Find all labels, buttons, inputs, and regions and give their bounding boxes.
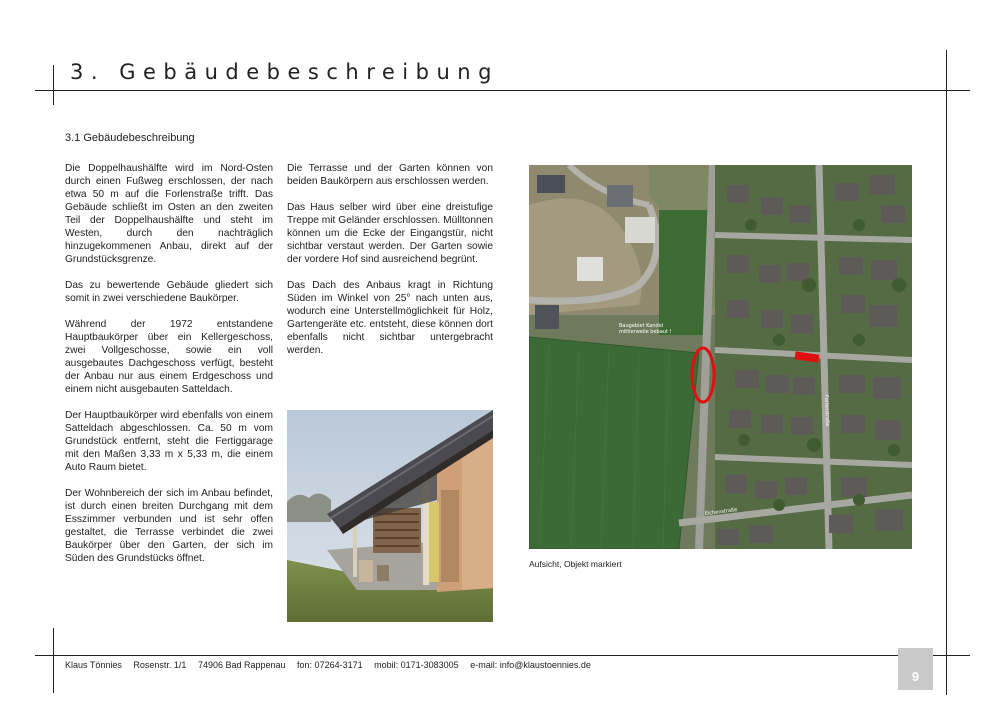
paragraph: Das Haus selber wird über eine dreistufige Treppe mit Geländer erschlossen. Mülltonnen können um die Ecke der Eingangstür, nicht sichtbar verstaut werden. Der Garten sowie der vordere Hof sind ausreichend begrünt. [287, 202, 493, 265]
page-title: 3. Gebäudebeschreibung [70, 60, 499, 84]
label-baugebiet: Baugebiet Kandel [619, 323, 664, 329]
paragraph: Die Doppelhaushälfte wird im Nord-Osten durch einen Fußweg erschlossen, der nach etwa 50 m auf die Forlenstraße trifft. Das Gebäude schließt im Osten an den zweiten Teil der Doppelhaushälfte und steht im Westen, durch den nachträglich hinzugekommenen Anbau, direkt auf der Grundstücksgrenze. [65, 163, 273, 265]
footer-email: e-mail: info@klaustoennies.de [470, 660, 591, 670]
aerial-caption: Aufsicht, Objekt markiert [529, 559, 622, 569]
footer-mobile: mobil: 0171-3083005 [374, 660, 459, 670]
paragraph: Während der 1972 entstandene Hauptbaukörper über ein Kellergeschoss, zwei Vollgeschosse, sowie ein voll ausgebautes Dachgeschoss verfügt, besteht der Anbau nur aus einem Erdgeschoss und einem nicht ausgebauten Satteldach. [65, 319, 273, 395]
footer-rule [35, 655, 970, 656]
paragraph: Das zu bewertende Gebäude gliedert sich somit in zwei verschiedene Baukörper. [65, 280, 273, 304]
left-top-vertical [53, 65, 54, 105]
paragraph: Die Terrasse und der Garten können von beiden Baukörpern aus erschlossen werden. [287, 163, 493, 187]
right-vertical [946, 50, 947, 695]
paragraph: Der Hauptbaukörper wird ebenfalls von einem Satteldach abgeschlossen. Ca. 50 m vom Grundstück entfernt, steht die Fertiggarage mit den Maßen 3,33 m x 5,33 m, die einem Auto Raum bietet. [65, 410, 273, 473]
footer-phone: fon: 07264-3171 [297, 660, 363, 670]
label-forlenstrasse: Forlenstraße [823, 394, 831, 427]
annex-photo [287, 410, 493, 622]
footer-city: 74906 Bad Rappenau [197, 660, 286, 670]
page-number: 9 [898, 648, 933, 690]
section-subtitle: 3.1 Gebäudebeschreibung [65, 132, 195, 144]
paragraph: Das Dach des Anbaus kragt in Richtung Süden im Winkel von 25° nach unten aus, wodurch eine Unterstellmöglichkeit für Holz, Gartengeräte etc. entsteht, diese können dort ebenfalls nicht sichtbar untergebracht werden. [287, 280, 493, 356]
text-column-middle [287, 162, 493, 370]
left-bottom-vertical [53, 628, 54, 693]
aerial-map [529, 165, 912, 549]
footer [65, 660, 600, 670]
footer-name: Klaus Tönnies [65, 660, 122, 670]
footer-address: Rosenstr. 1/1 [133, 660, 187, 670]
label-baugebiet-note: mittlerweile bebaut ! [619, 329, 672, 335]
text-column-left [65, 162, 273, 578]
header-rule [35, 90, 970, 91]
label-eichenstrasse: Eichenstraße [704, 507, 738, 517]
paragraph: Der Wohnbereich der sich im Anbau befindet, ist durch einen breiten Durchgang mit dem Esszimmer verbunden und ist sehr offen gestaltet, die Terrasse verbindet die zwei Baukörper über den Garten, der sich im Süden des Grundstücks öffnet. [65, 488, 273, 564]
